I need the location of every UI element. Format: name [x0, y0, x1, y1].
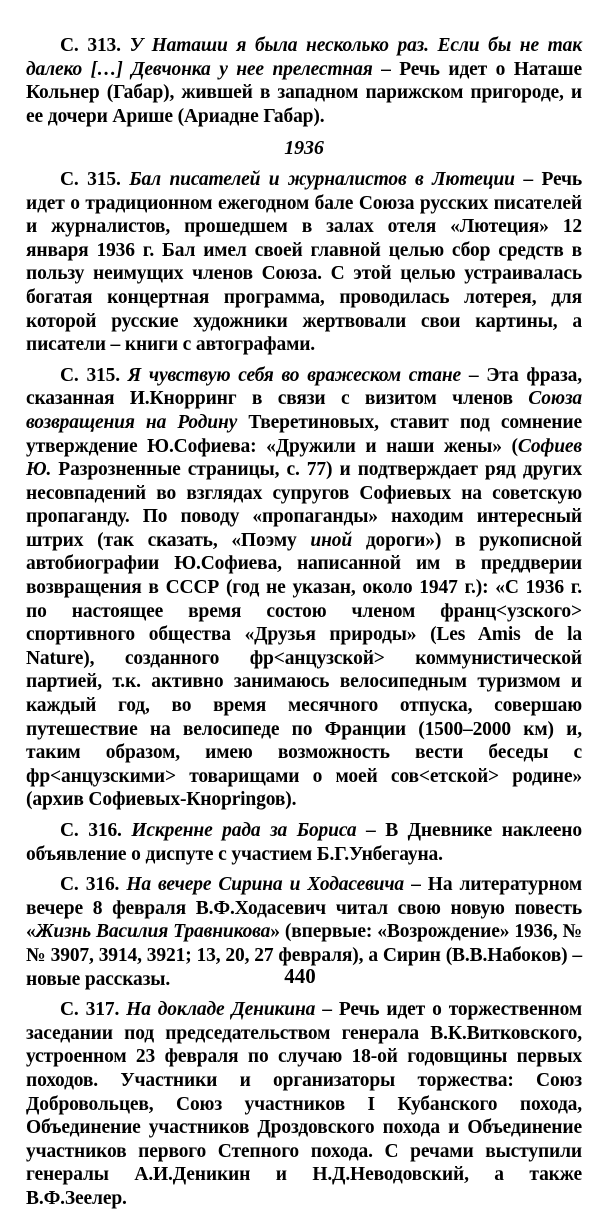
note-italic-term: Союза возвращения на Родину [26, 388, 582, 433]
note-commentary: Разрозненные страницы, с. 77) и подтверждает ряд других несовпадений во взглядах супругов Софиевых на советскую пропаганду. По поводу «пропаганды» находим интересный штрих (так сказать, «Поэму [26, 459, 582, 551]
note-ref: С. 316. [60, 820, 132, 841]
note-commentary: – В Дневнике наклеено объявление о диспуте с участием Б.Г.Унбегауна. [26, 820, 582, 865]
note-commentary: – Речь идет о традиционном ежегодном бале Союза русских писателей и журналистов, прошедшем в залах отеля «Лютеция» 12 января 1936 г. Бал имел своей главной целью сбор средств в пользу неимущих членов Союза. С этой целью устраивалась богатая концертная программа, проводилась лотерея, для которой русские художники жертвовали свои картины, а писатели – книги с автографами. [26, 168, 582, 356]
note-paragraph [26, 998, 582, 1210]
note-italic-term: Софиев Ю. [26, 435, 582, 481]
note-ref: С. 313. [60, 35, 130, 56]
note-commentary: – На литературном вечере 8 февраля В.Ф.Ходасевич читал свою новую повесть « [26, 874, 583, 943]
note-commentary: – Речь идет о Наташе Кольнер (Габар), жившей в западном парижском пригороде, и ее дочери Арише (Ариадне Габар). [26, 58, 582, 127]
note-quote: На вечере Сирина и Ходасевича [126, 874, 405, 896]
note-commentary: Тверетиновых, ставит под сомнение утверждение Ю.Софиева: «Дружили и наши жены» ( [26, 411, 582, 457]
note-quote: Искренне рада за Бориса [131, 820, 357, 841]
note-commentary: » (впервые: «Возрождение» 1936, №№ 3907, 3914, 3921; 13, 20, 27 февраля), а Сирин (В.В.Набоков) – новые рассказы. [26, 921, 582, 990]
note-commentary: – Эта фраза, сказанная И.Кнорринг в связи с визитом членов [26, 364, 582, 410]
note-commentary: дороги») в рукописной автобиографии Ю.Софиева, написанной им в преддверии возвращения в СССР (год не указан, около 1947 г.): «С 1936 г. по настоящее время состою членом франц<узского> спортивного общества «Друзья природы» (Les Amis de la Nature), созданного фр<анцузской> коммунистической партией, т.к. активно занимаюсь велосипедным туризмом и каждый год, во время месячного отпуска, совершаю путешествие на велосипеде по Франции (1500–2000 км) и, таким образом, имею возможность вести беседы с фр<анцузскими> товарищами о моей сов<етской> родине» (архив Софиевых-Кнорringов). [26, 529, 583, 811]
page-number: 440 [284, 964, 316, 988]
note-italic-term: Жизнь Василия Травникова [35, 921, 271, 943]
note-italic-term: иной [310, 529, 353, 551]
note-commentary: – Речь идет о торжественном заседании под председательством генерала В.К.Витковского, устроенном 23 февраля по случаю 18-ой годовщины первых походов. Участники и организаторы торжества: Союз Добровольцев, Союз участников I Кубанского похода, Объединение участников Дроздовского похода и Объединение участников первого Степного похода. С речами выступили генералы А.И.Деникин и Н.Д.Неводовский, а также В.Ф.Зеелер. [26, 999, 582, 1209]
note-quote: У Наташи я была несколько раз. Если бы не так далеко […] Девчонка у нее прелестная [26, 35, 582, 80]
year-heading: 1936 [284, 137, 324, 160]
note-quote: На докладе Деникина [126, 999, 316, 1021]
note-ref: С. 316. [60, 874, 127, 896]
note-ref: С. 315. [60, 168, 130, 190]
note-paragraph [26, 364, 582, 812]
note-paragraph [26, 168, 582, 357]
note-paragraph [26, 34, 582, 128]
note-paragraph [26, 819, 582, 866]
note-quote: Я чувствую себя во вражеском стане [127, 364, 462, 386]
text-column [26, 34, 582, 1218]
note-quote: Бал писателей и журналистов в Лютеции [129, 168, 515, 190]
note-ref: С. 317. [60, 999, 127, 1021]
note-ref: С. 315. [60, 364, 128, 386]
